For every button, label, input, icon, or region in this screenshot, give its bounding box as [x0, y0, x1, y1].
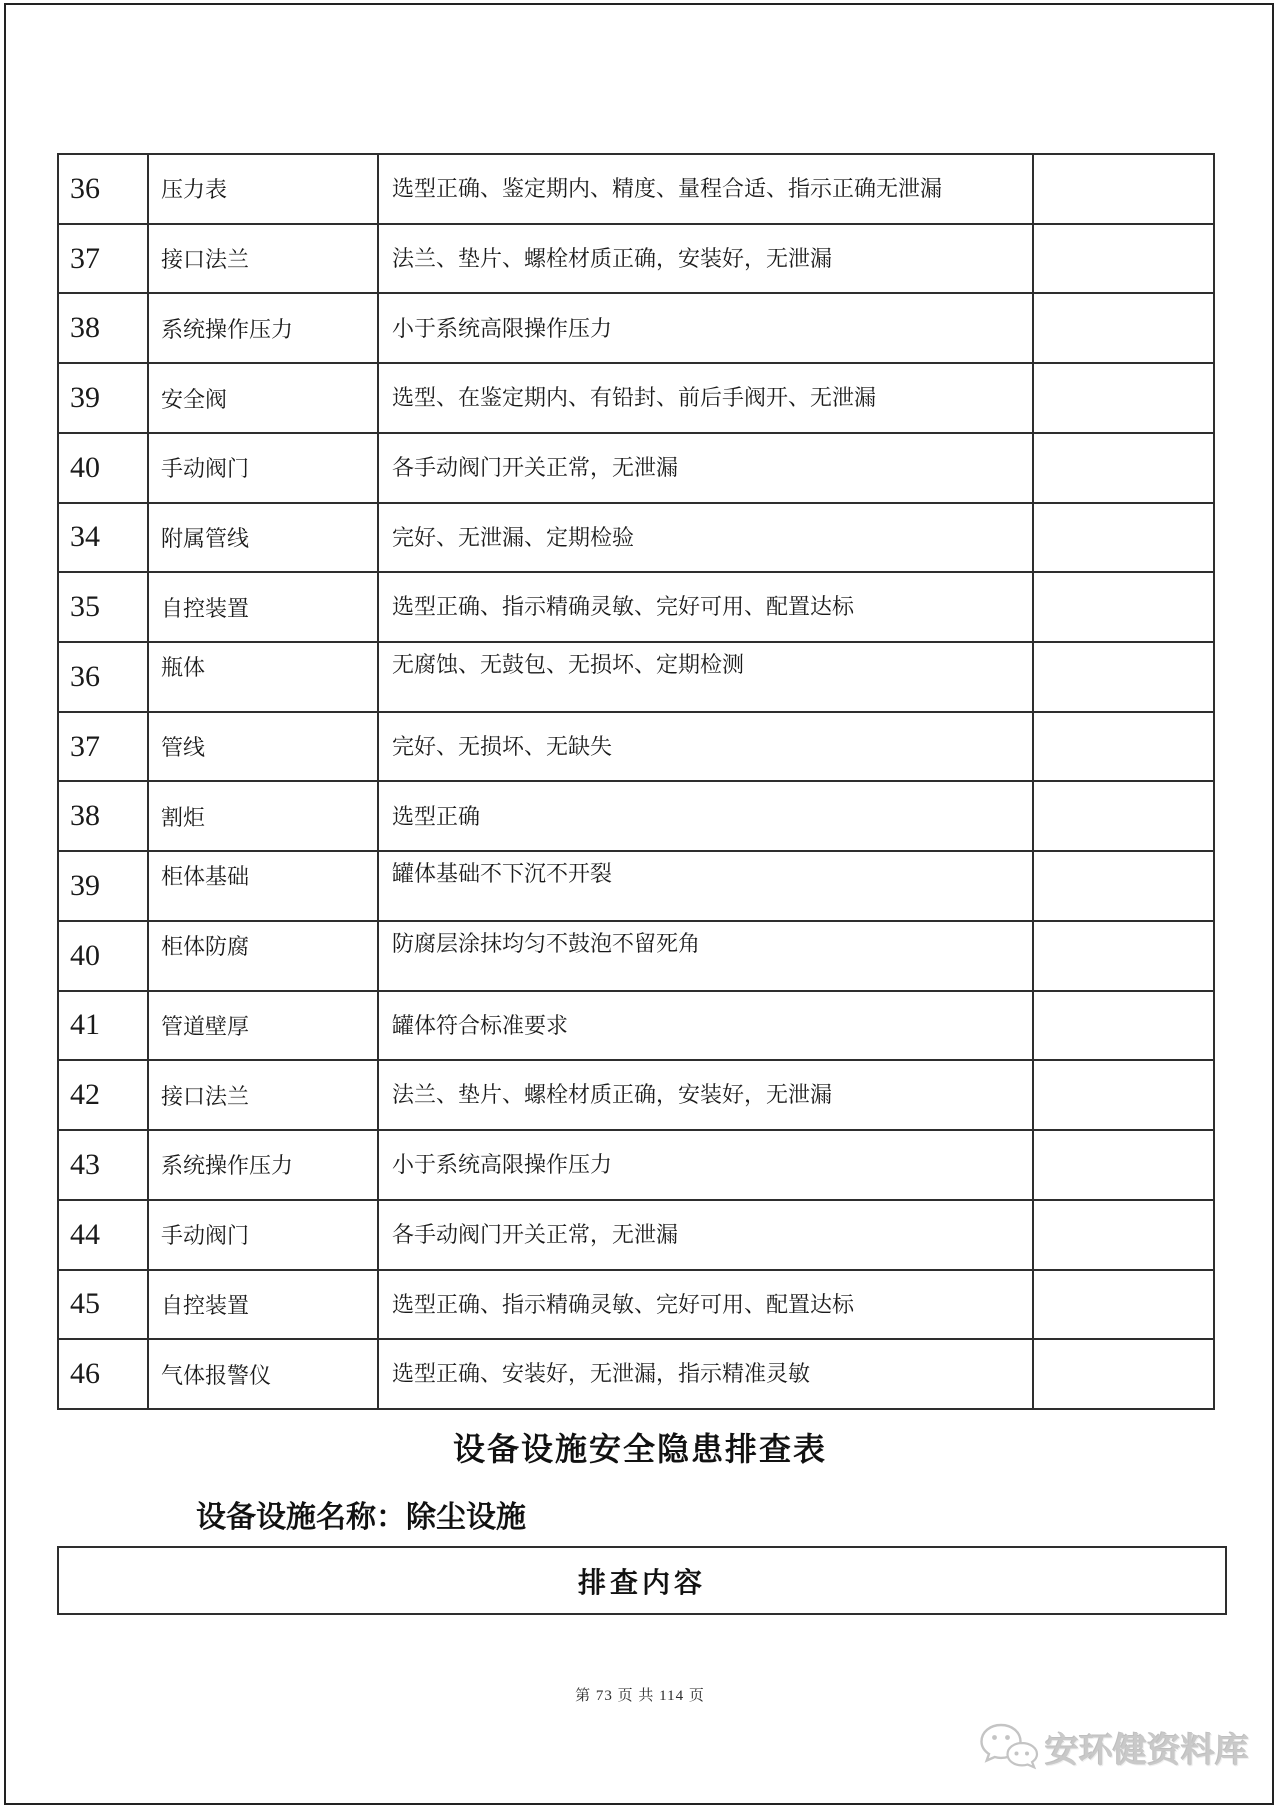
row-number: 37 [70, 241, 100, 275]
table-row [59, 292, 1213, 362]
row-number: 44 [70, 1217, 100, 1251]
row-number: 35 [70, 590, 100, 624]
row-check-content: 防腐层涂抹均匀不鼓泡不留死角 [377, 922, 1032, 990]
row-number: 34 [70, 520, 100, 554]
row-number: 40 [70, 938, 100, 972]
row-check-content: 选型正确、安装好，无泄漏，指示精准灵敏 [377, 1340, 1032, 1408]
row-empty-cell [1032, 504, 1213, 572]
row-item-name: 安全阀 [147, 364, 377, 432]
table-row [59, 1199, 1213, 1269]
row-number: 45 [70, 1287, 100, 1321]
table-row [59, 920, 1213, 990]
row-number: 41 [70, 1008, 100, 1042]
table-row [59, 223, 1213, 293]
row-item-name: 柜体防腐 [147, 922, 377, 990]
row-empty-cell [1032, 155, 1213, 223]
table-row [59, 1059, 1213, 1129]
row-empty-cell [1032, 434, 1213, 502]
row-number: 39 [70, 869, 100, 903]
table-row [59, 1269, 1213, 1339]
table-row [59, 780, 1213, 850]
row-number: 36 [70, 171, 100, 205]
table-row [59, 571, 1213, 641]
row-number: 42 [70, 1078, 100, 1112]
inspection-table [57, 153, 1215, 1410]
row-empty-cell [1032, 852, 1213, 920]
table-row [59, 432, 1213, 502]
section-header-label: 排查内容 [577, 1567, 706, 1599]
row-check-content: 小于系统高限操作压力 [377, 294, 1032, 362]
row-empty-cell [1032, 992, 1213, 1060]
row-item-name: 接口法兰 [147, 1061, 377, 1129]
row-empty-cell [1032, 782, 1213, 850]
row-check-content: 选型正确、鉴定期内、精度、量程合适、指示正确无泄漏 [377, 155, 1032, 223]
row-check-content: 小于系统高限操作压力 [377, 1131, 1032, 1199]
row-check-content: 各手动阀门开关正常，无泄漏 [377, 1201, 1032, 1269]
row-item-name: 附属管线 [147, 504, 377, 572]
row-number: 38 [70, 311, 100, 345]
table-row [59, 362, 1213, 432]
row-item-name: 柜体基础 [147, 852, 377, 920]
row-empty-cell [1032, 364, 1213, 432]
row-empty-cell [1032, 713, 1213, 781]
table-row [59, 641, 1213, 711]
row-item-name: 接口法兰 [147, 225, 377, 293]
row-empty-cell [1032, 573, 1213, 641]
row-item-name: 手动阀门 [147, 1201, 377, 1269]
row-item-name: 管线 [147, 713, 377, 781]
facility-name-label: 设备设施名称：除尘设施 [196, 1501, 526, 1534]
row-item-name: 系统操作压力 [147, 294, 377, 362]
section-header-box [57, 1546, 1227, 1615]
row-check-content: 法兰、垫片、螺栓材质正确，安装好，无泄漏 [377, 225, 1032, 293]
row-check-content: 完好、无损坏、无缺失 [377, 713, 1032, 781]
row-item-name: 瓶体 [147, 643, 377, 711]
row-empty-cell [1032, 1131, 1213, 1199]
watermark-text: 安环健资料库 [1045, 1732, 1249, 1770]
row-check-content: 无腐蚀、无鼓包、无损坏、定期检测 [377, 643, 1032, 711]
row-number: 43 [70, 1147, 100, 1181]
page-number: 第 73 页 共 114 页 [575, 1688, 705, 1704]
table-row [59, 502, 1213, 572]
table-row [59, 711, 1213, 781]
row-empty-cell [1032, 294, 1213, 362]
row-item-name: 自控装置 [147, 573, 377, 641]
wechat-icon [978, 1722, 1040, 1772]
row-check-content: 完好、无泄漏、定期检验 [377, 504, 1032, 572]
row-check-content: 选型正确 [377, 782, 1032, 850]
row-number: 46 [70, 1357, 100, 1391]
row-empty-cell [1032, 1271, 1213, 1339]
table-row [59, 1129, 1213, 1199]
row-check-content: 罐体符合标准要求 [377, 992, 1032, 1060]
row-number: 37 [70, 729, 100, 763]
row-check-content: 选型、在鉴定期内、有铅封、前后手阀开、无泄漏 [377, 364, 1032, 432]
row-number: 39 [70, 381, 100, 415]
table-row [59, 155, 1213, 223]
row-check-content: 选型正确、指示精确灵敏、完好可用、配置达标 [377, 573, 1032, 641]
page-title: 设备设施安全隐患排查表 [452, 1431, 827, 1467]
row-number: 36 [70, 659, 100, 693]
row-check-content: 罐体基础不下沉不开裂 [377, 852, 1032, 920]
row-check-content: 法兰、垫片、螺栓材质正确，安装好，无泄漏 [377, 1061, 1032, 1129]
row-empty-cell [1032, 1340, 1213, 1408]
table-row [59, 990, 1213, 1060]
row-item-name: 系统操作压力 [147, 1131, 377, 1199]
row-item-name: 压力表 [147, 155, 377, 223]
row-empty-cell [1032, 643, 1213, 711]
row-item-name: 割炬 [147, 782, 377, 850]
row-item-name: 管道壁厚 [147, 992, 377, 1060]
row-item-name: 气体报警仪 [147, 1340, 377, 1408]
table-row [59, 1338, 1213, 1408]
row-item-name: 手动阀门 [147, 434, 377, 502]
row-item-name: 自控装置 [147, 1271, 377, 1339]
row-number: 38 [70, 799, 100, 833]
row-empty-cell [1032, 1061, 1213, 1129]
table-row [59, 850, 1213, 920]
row-check-content: 各手动阀门开关正常，无泄漏 [377, 434, 1032, 502]
row-empty-cell [1032, 922, 1213, 990]
row-check-content: 选型正确、指示精确灵敏、完好可用、配置达标 [377, 1271, 1032, 1339]
row-number: 40 [70, 450, 100, 484]
row-empty-cell [1032, 225, 1213, 293]
watermark-logo [978, 1722, 1249, 1772]
row-empty-cell [1032, 1201, 1213, 1269]
